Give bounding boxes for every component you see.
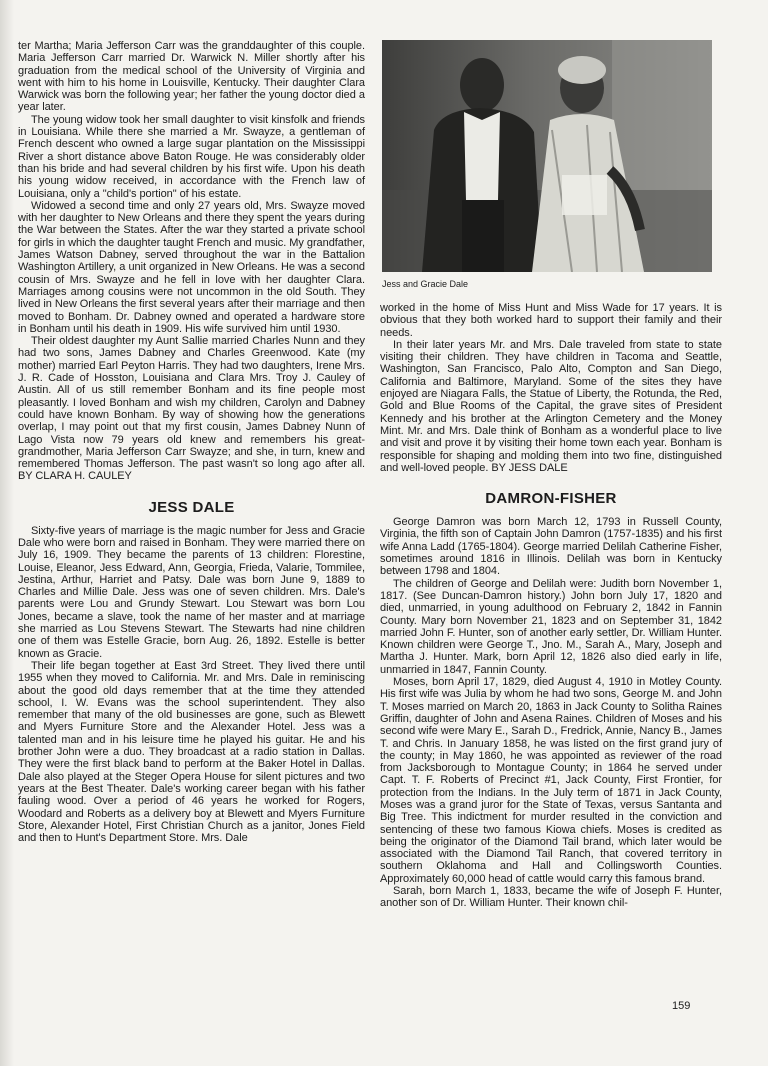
- page-number: 159: [672, 1000, 691, 1012]
- damron-fisher-heading: DAMRON-FISHER: [485, 490, 617, 508]
- right-column: [380, 40, 722, 910]
- page-edge-shadow: [0, 0, 14, 1066]
- paragraph: Their oldest daughter my Aunt Sallie married Charles Nunn and they had two sons, James Dabney and Charles Greenwood. Kate (my mother) married Earl Peyton Harris. They had two daughters, Irene Mrs. J. R. Cade of Hosston, Louisiana and Clara Mrs. Troy J. Cauley of Austin. All of us still remember Bonham and its fine people most pleasantly. I loved Bonham and wish my children, Carolyn and Dabney could have known Bonham. By way of showing how the generations overlap, I may point out that my first cousin, James Dabney Nunn of Lago Vista now 79 years old knew and remembers his great-grandmother, Maria Jefferson Carr Swayze; and she, in turn, knew and remembered Thomas Jefferson. The past wasn't so long ago after all. BY CLARA H. CAULEY: [18, 335, 365, 483]
- paragraph: The children of George and Delilah were: Judith born November 1, 1817. (See Duncan-Damron history.) John born July 17, 1820 and died, unmarried, in young adulthood on February 2, 1842 in Fannin County. Mary born November 21, 1823 and on September 31, 1842 married John F. Hunter, son of another early settler, Dr. William Hunter. Known children were George T., Jno. M., Sarah A., Mary, Joseph and Martha J. Hunter. Mark, born April 12, 1826 also died early in life, unmarried in 1847, Fannin County.: [380, 577, 722, 676]
- jess-dale-heading: JESS DALE: [148, 498, 235, 516]
- paragraph: Sixty-five years of marriage is the magic number for Jess and Gracie Dale who were born and raised in Bonham. They were married there on July 16, 1909. They became the parents of 13 children: Florestine, Louise, Eleanor, Jess Edward, Ann, Georgia, Frieda, Valarie, Tommilee, Jestina, Arthur, Harriet and Patsy. Dale was born June 9, 1889 to Charles and Millie Dale. Jess was one of seven children. Mrs. Dale's parents were Lou and Grundy Stewart. Lou Stewart was born Lou Jones, became a slave, took the name of her master and at marriage she married as Lou Stevens Stewart. The Stewarts had nine children one of them was Estelle Gracie, born Aug. 26, 1892. Estelle is better known as Gracie.: [18, 524, 365, 660]
- left-column: [18, 40, 365, 844]
- paragraph: Widowed a second time and only 27 years old, Mrs. Swayze moved with her daughter to New Orleans and there they spent the years during the War between the States. After the war they started a private school for girls in which the daughter taught French and music. My grandfather, James Watson Dabney, served throughout the war in the Battalion Washington Artillery, a unit organized in New Orleans. He was a second cousin of Mrs. Swayze and he fell in love with her daughter Clara. Marriages among cousins were not uncommon in the old South. They lived in New Orleans the first several years after their marriage and then moved to Bonham. Dr. Dabney owned and operated a hardware store in Bonham until his death in 1909. His wife survived him until 1930.: [18, 199, 365, 335]
- photo-caption: Jess and Gracie Dale: [382, 279, 469, 289]
- paragraph: The young widow took her small daughter to visit kinsfolk and friends in Louisiana. While there she married a Mr. Swayze, a gentleman of French descent who owned a large sugar plantation on the Mississippi River a short distance above Baton Rouge. He was considerably older than his bride and had several children by his first wife. Upon his death his young widow received, in accordance with the French law of Louisiana, only a "child's portion" of his estate.: [18, 113, 365, 200]
- paragraph: In their later years Mr. and Mrs. Dale traveled from state to state visiting their children. They have children in Tacoma and Seattle, Washington, San Francisco, Palo Alto, Compton and San Diego, California and Baltimore, Maryland. Some of the sites they have enjoyed are Niagara Falls, the Statue of Liberty, the Rotunda, the Red, Gold and Blue Rooms of the Capital, the grave sites of President Kennedy and his brother at the Arlington Cemetery and the Money Mint. Mr. and Mrs. Dale think of Bonham as a wonderful place to live and visit and prove it by visiting their home town each year. Bonham is responsible for shaping and molding them into two fine, distinguished and well-loved people. BY JESS DALE: [380, 338, 722, 474]
- paragraph: Moses, born April 17, 1829, died August 4, 1910 in Motley County. His first wife was Julia by whom he had two sons, George M. and John T. Moses married on March 20, 1863 in Jack County to Solitha Raines Griffin, daughter of John and Asena Raines. Children of Moses and his second wife were Mary E., Sarah D., Fredrick, Annie, Nancy B., James T. and Chris. In January 1858, he was listed on the first grand jury of the county; in May 1860, he was appointed as reviewer of the road from Jacksborough to Montague County; in 1864 he served under Capt. T. F. Roberts of Precinct #1, Jack County, First Frontier, for protection from the Indians. In the July term of 1871 in Jack County, Moses was a grand juror for the State of Texas, versus Santanta and Big Tree. This indictment for murder resulted in the conviction and sentencing of these two famous Kiowa chiefs. Moses is credited as being the originator of the Diamond Tail brand, which later would be associated with the Diamond Tail Ranch, that covered territory in southern Oklahoma and Hall and Collingsworth Counties. Approximately 60,000 head of cattle would carry this famous brand.: [380, 676, 722, 885]
- photo-illustration: [382, 40, 712, 272]
- paragraph: Sarah, born March 1, 1833, became the wife of Joseph F. Hunter, another son of Dr. William Hunter. Their known chil-: [380, 885, 722, 910]
- paragraph: worked in the home of Miss Hunt and Miss Wade for 17 years. It is obvious that they both worked hard to support their family and their needs.: [380, 302, 722, 339]
- paragraph: George Damron was born March 12, 1793 in Russell County, Virginia, the fifth son of Captain John Damron (1757-1835) and his first wife Anna Ladd (1765-1804). George married Delilah Catherine Fisher, sometimes around 1816 in Illinois. Delilah was born in Kentucky between 1798 and 1804.: [380, 516, 722, 578]
- paragraph: Their life began together at East 3rd Street. They lived there until 1955 when they moved to California. Mr. and Mrs. Dale in reminiscing about the good old days remember that at the time they attended school, I. W. Evans was the school superintendent. They also remember that many of the old businesses are gone, such as Blewett and Myers Furniture Store and the Alexander Hotel. Jess was a talented man and in his leisure time he played his guitar. He and his brother John were a duo. They broadcast at a radio station in Dallas. They were the first black band to perform at the Baker Hotel in Dallas. Dale also played at the Steger Opera House for silent pictures and two years at the Best Theater. Dale's working career began with his father fauling wood. Over a period of 46 years he worked for Rogers, Woodard and Roberts as a delivery boy at Blewett and Myers Furniture Store, Alexander Hotel, First Christian Church as a janitor, Jones Field and then to Hunt's Department Store. Mrs. Dale: [18, 659, 365, 845]
- paragraph: ter Martha; Maria Jefferson Carr was the granddaughter of this couple. Maria Jefferson Carr married Dr. Warwick N. Miller shortly after his graduation from the medical school of the University of Virginia and went with him to his home in Louisville, Kentucky. Their daughter Clara Warwick was born the following year; her father the young doctor died a year later.: [18, 40, 365, 114]
- jess-and-gracie-dale-photo: [382, 40, 712, 272]
